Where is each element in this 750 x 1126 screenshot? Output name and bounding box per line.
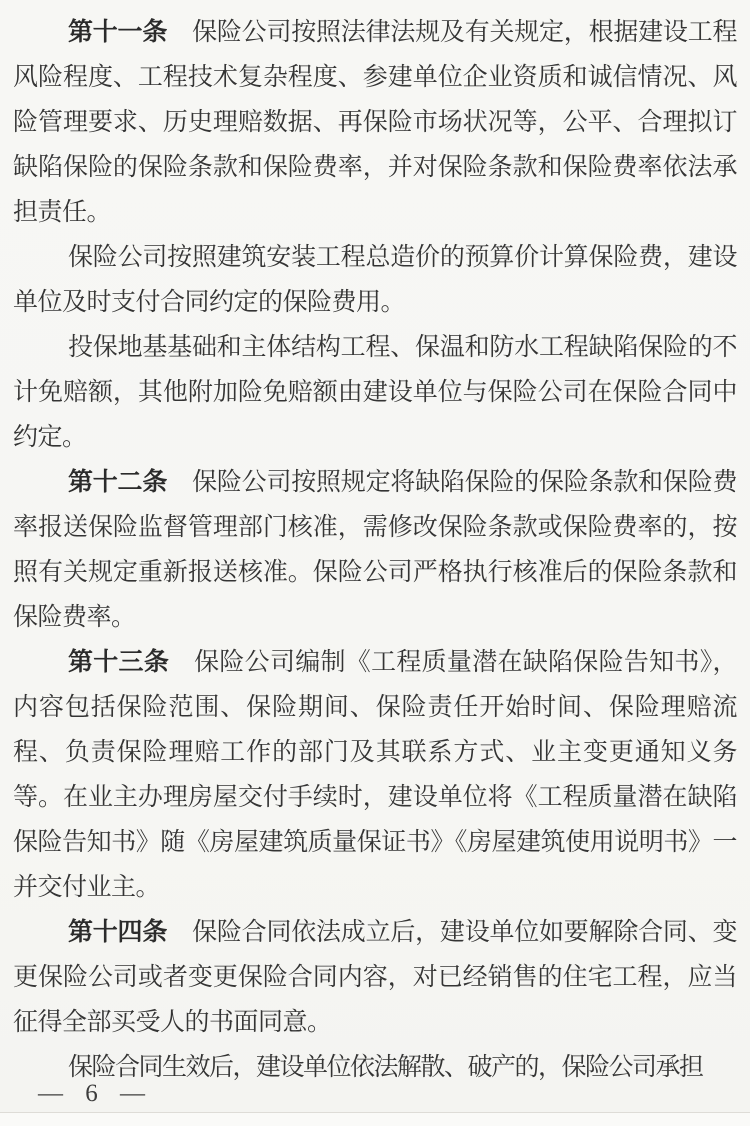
paragraph-text: 保险合同生效后，建设单位依法解散、破产的，保险公司承担 bbox=[68, 1054, 703, 1081]
paragraph-text: 保险公司编制《工程质量潜在缺陷保险告知书》，内容包括保险范围、保险期间、保险责任开始时间、保险理赔流程、负责保险理赔工作的部门及其联系方式、业主变更通知义务等。在业主办理房屋交付手续时，建设单位将《工程质量潜在缺陷保险告知书》随《房屋建筑质量保证书》《房屋建筑使用说明书》一并交付业主。 bbox=[13, 649, 737, 901]
article-heading: 第十三条 bbox=[68, 648, 170, 676]
scan-bottom-edge bbox=[0, 1112, 750, 1126]
paragraph-text: 保险公司按照规定将缺陷保险的保险条款和保险费率报送保险监督管理部门核准，需修改保险条款或保险费率的，按照有关规定重新报送核准。保险公司严格执行核准后的保险条款和保险费率。 bbox=[13, 469, 737, 631]
paragraph bbox=[13, 640, 737, 910]
article-heading: 第十一条 bbox=[68, 18, 168, 46]
article-heading: 第十四条 bbox=[68, 918, 168, 946]
paragraph bbox=[13, 460, 737, 640]
paragraph bbox=[13, 325, 737, 460]
document-body bbox=[13, 10, 737, 1090]
paragraph bbox=[13, 10, 737, 235]
paragraph-text: 投保地基基础和主体结构工程、保温和防水工程缺陷保险的不计免赔额，其他附加险免赔额由建设单位与保险公司在保险合同中约定。 bbox=[13, 334, 737, 451]
paragraph-text: 保险公司按照法律法规及有关规定，根据建设工程风险程度、工程技术复杂程度、参建单位企业资质和诚信情况、风险管理要求、历史理赔数据、再保险市场状况等，公平、合理拟订缺陷保险的保险条款和保险费率，并对保险条款和保险费率依法承担责任。 bbox=[13, 19, 737, 226]
article-heading: 第十二条 bbox=[68, 468, 168, 496]
paragraph-text: 保险合同依法成立后，建设单位如要解除合同、变更保险公司或者变更保险合同内容，对已经销售的住宅工程，应当征得全部买受人的书面同意。 bbox=[13, 919, 737, 1036]
paragraph bbox=[13, 910, 737, 1045]
page-number: — 6 — bbox=[38, 1080, 146, 1107]
paragraph-text: 保险公司按照建筑安装工程总造价的预算价计算保险费，建设单位及时支付合同约定的保险费用。 bbox=[13, 244, 737, 316]
paragraph bbox=[13, 235, 737, 325]
